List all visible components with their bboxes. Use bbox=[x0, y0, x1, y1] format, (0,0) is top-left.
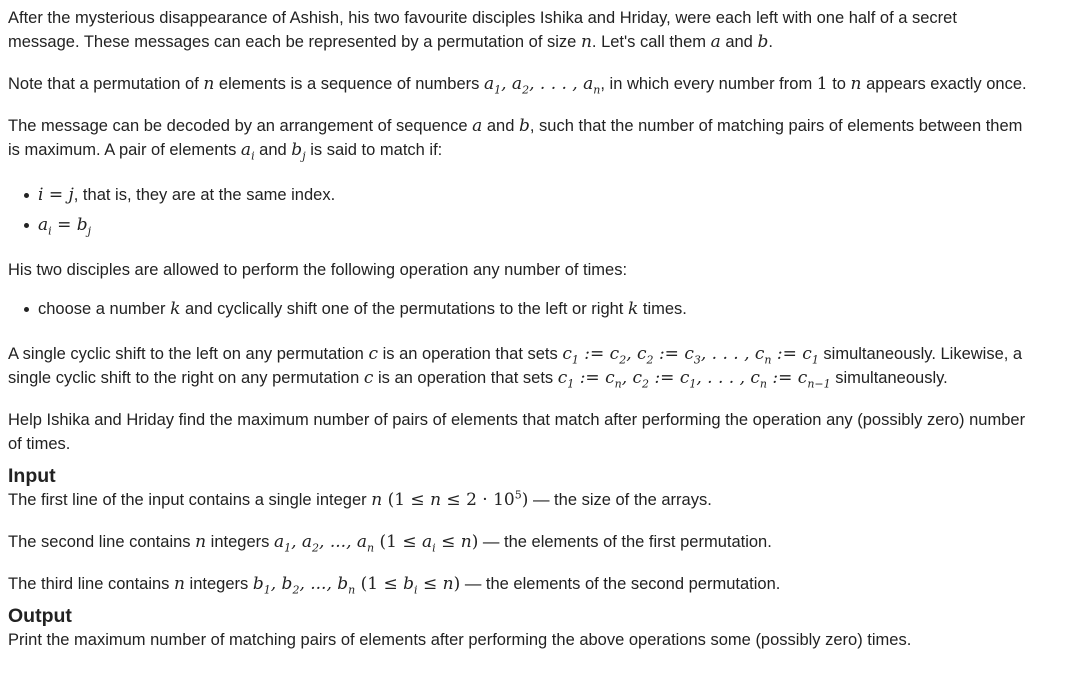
text: The message can be decoded by an arrangement of sequence bbox=[8, 117, 473, 135]
text: is an operation that sets bbox=[377, 345, 563, 363]
math-n-constraint: n $(1 \le n \le 2 \cdot 10^5)$ bbox=[371, 488, 529, 510]
text: . bbox=[768, 33, 773, 51]
math-n: n bbox=[203, 74, 215, 94]
text: , that is, they are at the same index. bbox=[73, 186, 336, 204]
math-left-shift: $c_1$ := $c_2$, $c_2$ := $c_3$, . . . , $c_n$ := $c_1$ bbox=[562, 344, 819, 367]
list-item bbox=[38, 180, 1084, 210]
math-bj: $b_j$ bbox=[291, 140, 306, 163]
text: — the elements of the first permutation. bbox=[478, 533, 772, 551]
math-i-eq-j: i = j bbox=[38, 185, 74, 205]
math-n: n bbox=[850, 74, 862, 94]
text: choose a number bbox=[38, 300, 171, 318]
text: The first line of the input contains a single integer bbox=[8, 491, 372, 509]
text: single cyclic shift to the right on any permutation bbox=[8, 369, 364, 387]
text: Help Ishika and Hriday find the maximum number of pairs of elements that match after performing the operation any (possibly zero) number bbox=[8, 411, 1026, 429]
statement-paragraph-5 bbox=[8, 342, 1084, 390]
text: — the size of the arrays. bbox=[528, 491, 712, 509]
text: After the mysterious disappearance of Ashish, his two favourite disciples Ishika and Hriday, were each left with one half of a secret bbox=[8, 9, 957, 27]
math-one: 1 bbox=[816, 74, 828, 94]
input-line-2 bbox=[8, 530, 1084, 554]
text: , in which every number from bbox=[600, 75, 817, 93]
math-a: a bbox=[472, 116, 483, 136]
math-a: a bbox=[710, 32, 721, 52]
math-k: k bbox=[170, 299, 181, 319]
text: simultaneously. bbox=[830, 369, 948, 387]
text: message. These messages can each be represented by a permutation of size bbox=[8, 33, 581, 51]
match-conditions-list bbox=[8, 180, 1084, 240]
text: and bbox=[254, 141, 292, 159]
text: . Let's call them bbox=[591, 33, 711, 51]
math-n: n bbox=[580, 32, 592, 52]
text: Note that a permutation of bbox=[8, 75, 204, 93]
statement-paragraph-2 bbox=[8, 72, 1084, 96]
text: A single cyclic shift to the left on any permutation bbox=[8, 345, 369, 363]
text: is an operation that sets bbox=[373, 369, 558, 387]
text: The third line contains bbox=[8, 575, 175, 593]
input-line-1 bbox=[8, 488, 1084, 512]
text: elements is a sequence of numbers bbox=[214, 75, 484, 93]
output-text: Print the maximum number of matching pairs of elements after performing the above operations some (possibly zero) times. bbox=[8, 631, 912, 649]
math-k: k bbox=[627, 299, 639, 319]
math-b: b bbox=[519, 116, 530, 136]
input-heading: Input bbox=[8, 465, 56, 487]
text: to bbox=[827, 75, 851, 93]
math-right-shift: $c_1$ := $c_n$, $c_2$ := $c_1$, . . . , $c_n$ := $c_{n-1}$ bbox=[557, 368, 831, 391]
text: and cyclically shift one of the permutations to the left or right bbox=[180, 300, 628, 318]
text: and bbox=[720, 33, 758, 51]
math-c: c bbox=[368, 344, 378, 364]
text: The second line contains bbox=[8, 533, 196, 551]
list-item bbox=[38, 210, 1084, 240]
list-item bbox=[38, 294, 1084, 324]
text: of times. bbox=[8, 435, 71, 453]
statement-paragraph-4: His two disciples are allowed to perform the following operation any number of times: bbox=[8, 261, 628, 279]
text: is maximum. A pair of elements bbox=[8, 141, 241, 159]
text: is said to match if: bbox=[305, 141, 443, 159]
math-n: n bbox=[195, 532, 207, 552]
text: simultaneously. Likewise, a bbox=[818, 345, 1023, 363]
math-ai-eq-bj: $a_i = b_j$ bbox=[38, 215, 92, 238]
math-ai: $a_i$ bbox=[240, 140, 255, 163]
output-heading: Output bbox=[8, 605, 72, 627]
statement-paragraph-1 bbox=[8, 6, 1084, 54]
math-b: b bbox=[757, 32, 769, 52]
math-a-sequence: $a_1$, $a_2$, ..., $a_n$ $(1 \le a_i \le n)$ bbox=[273, 532, 479, 555]
math-c: c bbox=[363, 368, 374, 388]
text: — the elements of the second permutation. bbox=[460, 575, 781, 593]
text: , such that the number of matching pairs of elements between them bbox=[529, 117, 1023, 135]
text: integers bbox=[206, 533, 274, 551]
statement-paragraph-6 bbox=[8, 408, 1084, 456]
operation-list bbox=[8, 294, 1084, 324]
text: appears exactly once. bbox=[861, 75, 1027, 93]
math-b-sequence: $b_1$, $b_2$, ..., $b_n$ $(1 \le b_i \le n)$ bbox=[252, 574, 461, 597]
text: integers bbox=[184, 575, 253, 593]
statement-paragraph-3 bbox=[8, 114, 1084, 162]
text: times. bbox=[638, 300, 687, 318]
input-line-3 bbox=[8, 572, 1084, 596]
math-sequence: $a_1$, $a_2$, . . . , $a_n$ bbox=[483, 74, 601, 97]
math-n: n bbox=[174, 574, 185, 594]
text: and bbox=[482, 117, 519, 135]
